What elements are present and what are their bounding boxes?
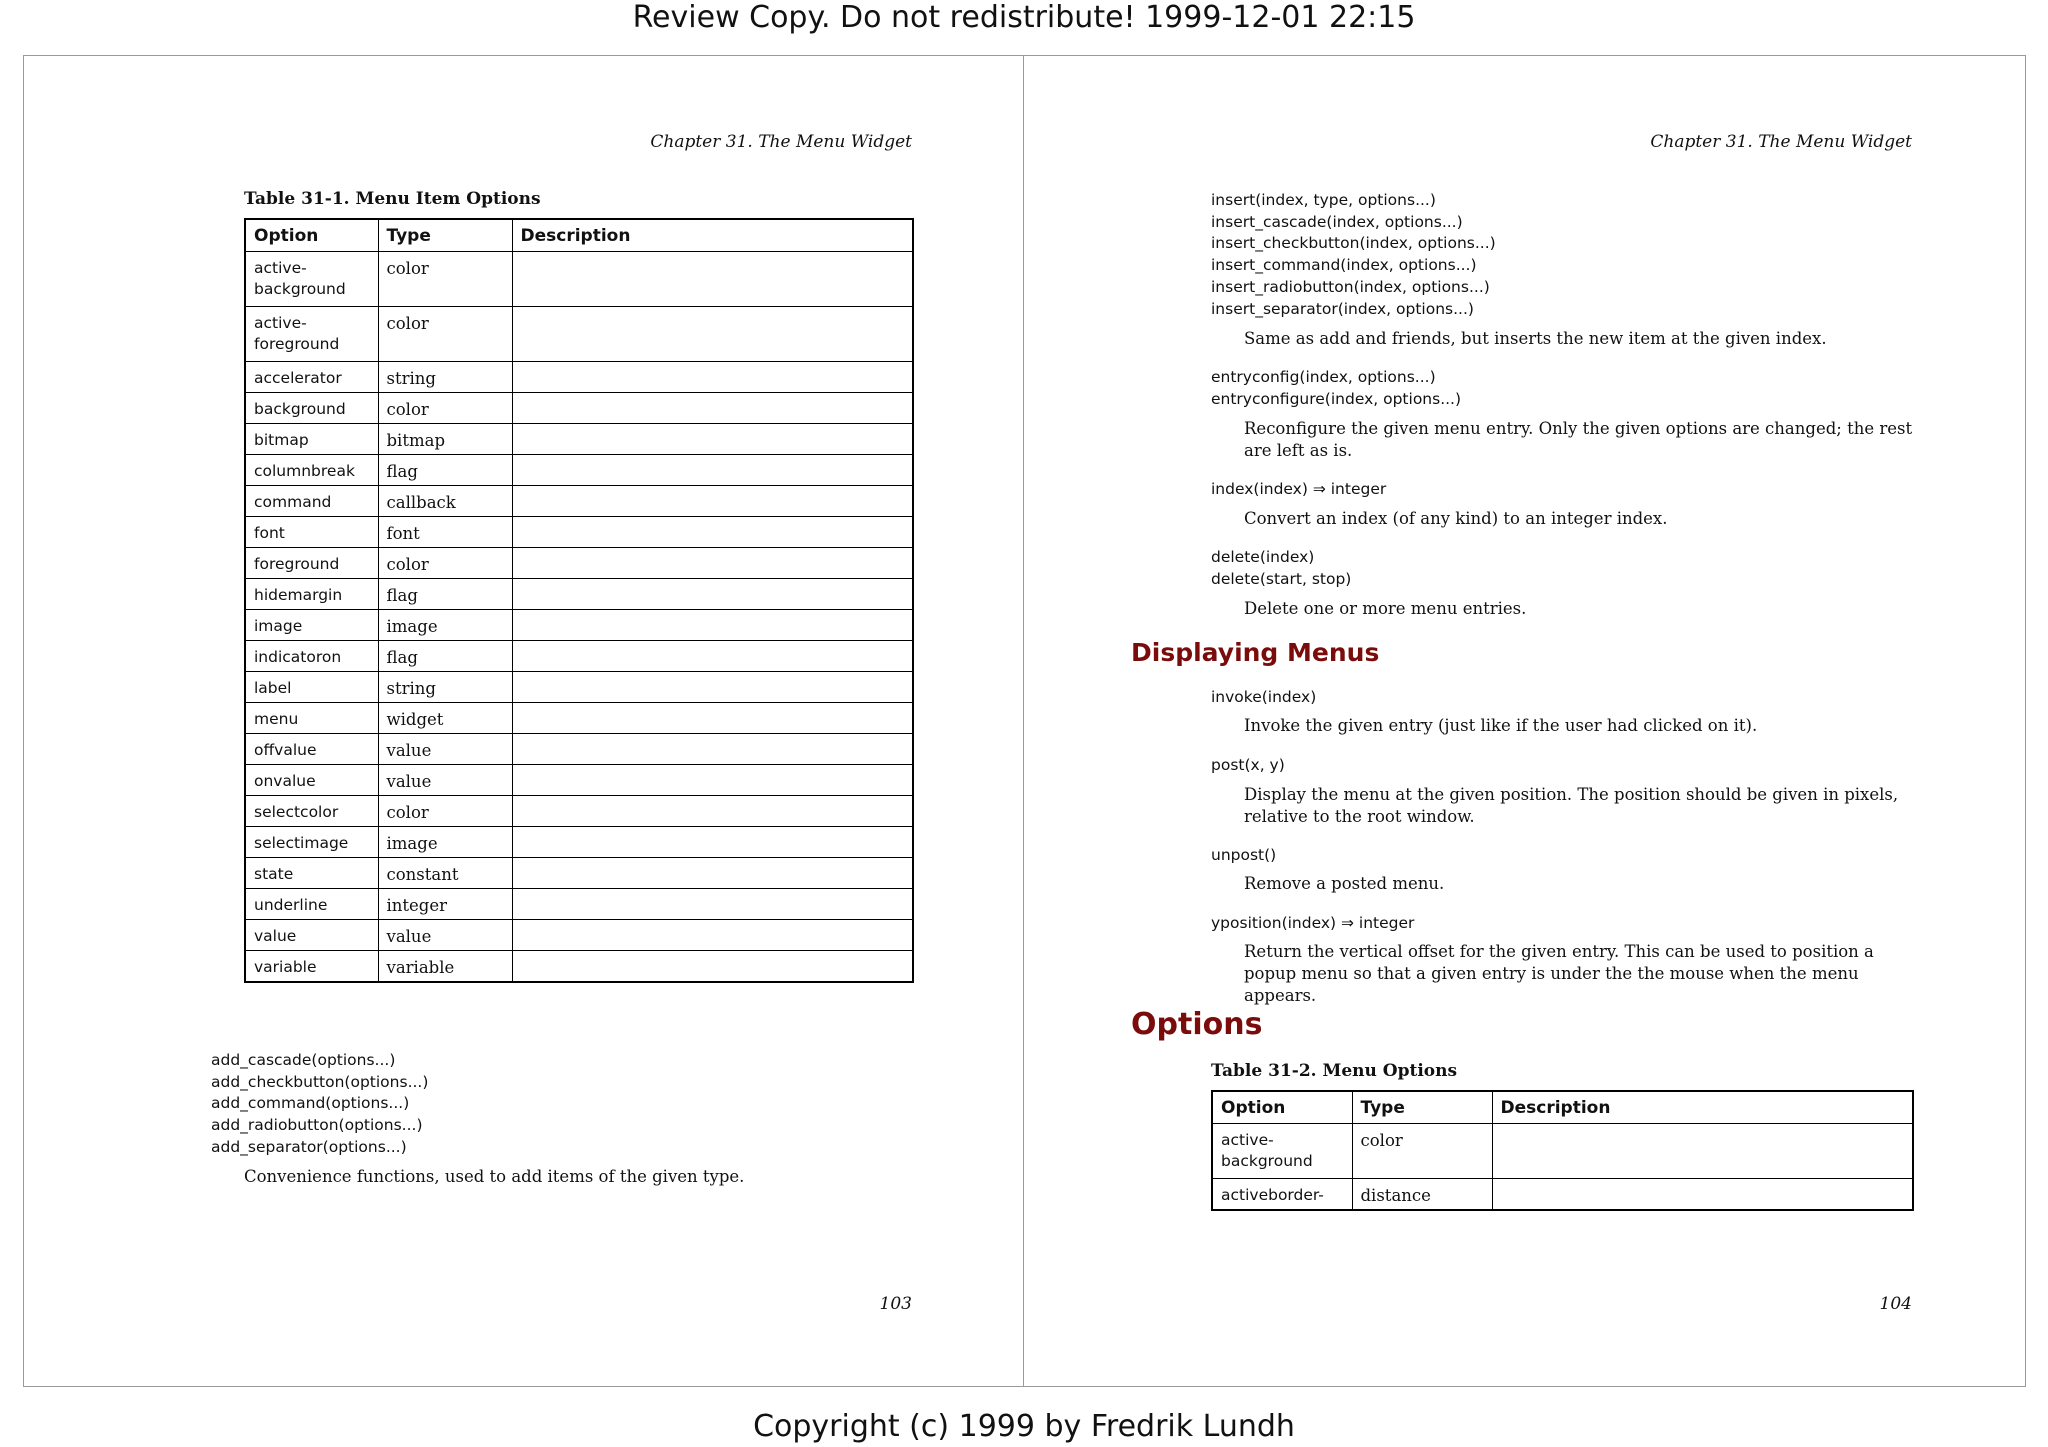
option-cell: underline <box>245 889 378 920</box>
description-cell <box>512 765 913 796</box>
type-cell: callback <box>378 486 512 517</box>
method-signature: insert_radiobutton(index, options...) <box>1211 277 1490 296</box>
type-cell: flag <box>378 579 512 610</box>
method-signature: entryconfigure(index, options...) <box>1211 389 1462 408</box>
page-divider <box>1023 55 1024 1387</box>
yposition-description: Return the vertical offset for the given entry. This can be used to position a popup menu so that a given entry is under the the mouse when the menu appears. <box>1244 942 1874 1005</box>
option-cell: variable <box>245 951 378 982</box>
description-cell <box>512 517 913 548</box>
table-row <box>245 486 913 517</box>
method-signature: add_checkbutton(options...) <box>211 1072 429 1091</box>
option-cell: bitmap <box>245 424 378 455</box>
method-signature: insert_checkbutton(index, options...) <box>1211 234 1496 253</box>
type-cell: string <box>378 362 512 393</box>
option-cell: offvalue <box>245 734 378 765</box>
option-cell: background <box>245 393 378 424</box>
type-cell: image <box>378 610 512 641</box>
table-row <box>245 393 913 424</box>
copyright-banner: Copyright (c) 1999 by Fredrik Lundh <box>753 1409 1295 1444</box>
delete-description: Delete one or more menu entries. <box>1244 599 1527 618</box>
review-copy-banner: Review Copy. Do not redistribute! 1999-12-01 22:15 <box>632 0 1416 35</box>
description-cell <box>512 796 913 827</box>
type-cell: image <box>378 827 512 858</box>
description-cell <box>1492 1179 1913 1210</box>
description-cell <box>512 424 913 455</box>
type-cell: color <box>1352 1124 1492 1179</box>
delete-signatures <box>1211 547 1351 590</box>
add-method-signatures <box>211 1050 428 1159</box>
description-cell <box>512 641 913 672</box>
description-cell <box>1492 1124 1913 1179</box>
description-cell <box>512 827 913 858</box>
table-row <box>1212 1124 1913 1179</box>
option-cell: font <box>245 517 378 548</box>
type-cell: string <box>378 672 512 703</box>
invoke-signature: invoke(index) <box>1211 688 1317 706</box>
method-signature: add_cascade(options...) <box>211 1051 396 1069</box>
table-row <box>245 424 913 455</box>
table-31-1-caption: Table 31-1. Menu Item Options <box>244 189 541 209</box>
option-cell: command <box>245 486 378 517</box>
type-cell: value <box>378 734 512 765</box>
type-cell: color <box>378 307 512 362</box>
table-row <box>245 362 913 393</box>
method-signature: add_separator(options...) <box>211 1137 407 1156</box>
option-cell: label <box>245 672 378 703</box>
table-row <box>245 765 913 796</box>
description-cell <box>512 951 913 982</box>
type-cell: flag <box>378 455 512 486</box>
description-cell <box>512 486 913 517</box>
method-signature: insert_separator(index, options...) <box>1211 299 1474 318</box>
option-cell: onvalue <box>245 765 378 796</box>
option-cell: foreground <box>245 548 378 579</box>
method-signature: add_command(options...) <box>211 1094 410 1113</box>
column-header-type: Type <box>378 219 512 252</box>
table-31-2-caption: Table 31-2. Menu Options <box>1211 1061 1458 1081</box>
right-page-number: 104 <box>1879 1294 1912 1314</box>
type-cell: color <box>378 796 512 827</box>
type-cell: value <box>378 765 512 796</box>
add-methods-description: Convenience functions, used to add items of the given type. <box>244 1167 745 1186</box>
table-row <box>245 951 913 982</box>
description-cell <box>512 393 913 424</box>
type-cell: bitmap <box>378 424 512 455</box>
type-cell: color <box>378 393 512 424</box>
description-cell <box>512 455 913 486</box>
table-header-row <box>1212 1091 1913 1124</box>
method-signature: delete(index) <box>1211 548 1315 566</box>
column-header-type: Type <box>1352 1091 1492 1124</box>
menu-item-options-table <box>244 218 914 983</box>
entryconfig-description: Reconfigure the given menu entry. Only the given options are changed; the rest are left as is. <box>1244 419 1913 460</box>
type-cell: color <box>378 548 512 579</box>
description-cell <box>512 703 913 734</box>
entryconfig-signatures <box>1211 367 1461 410</box>
method-signature: insert_cascade(index, options...) <box>1211 212 1463 231</box>
method-signature: insert_command(index, options...) <box>1211 256 1477 275</box>
method-signature: insert(index, type, options...) <box>1211 191 1436 209</box>
type-cell: color <box>378 252 512 307</box>
table-header-row <box>245 219 913 252</box>
option-cell: state <box>245 858 378 889</box>
type-cell: flag <box>378 641 512 672</box>
column-header-description: Description <box>512 219 913 252</box>
table-row <box>245 672 913 703</box>
table-row <box>245 610 913 641</box>
option-cell: activeborder- <box>1212 1179 1352 1210</box>
description-cell <box>512 920 913 951</box>
unpost-description: Remove a posted menu. <box>1244 874 1445 893</box>
post-signature: post(x, y) <box>1211 756 1285 774</box>
description-cell <box>512 579 913 610</box>
column-header-description: Description <box>1492 1091 1913 1124</box>
option-cell: selectimage <box>245 827 378 858</box>
option-cell: menu <box>245 703 378 734</box>
table-row <box>245 307 913 362</box>
table-row <box>245 920 913 951</box>
displaying-menus-heading: Displaying Menus <box>1131 638 1380 667</box>
description-cell <box>512 307 913 362</box>
description-cell <box>512 858 913 889</box>
table-row <box>1212 1179 1913 1210</box>
left-running-head: Chapter 31. The Menu Widget <box>650 132 912 152</box>
option-cell: value <box>245 920 378 951</box>
index-description: Convert an index (of any kind) to an integer index. <box>1244 509 1668 528</box>
post-description: Display the menu at the given position. The position should be given in pixels, relative to the root window. <box>1244 785 1899 826</box>
type-cell: value <box>378 920 512 951</box>
insert-method-signatures <box>1211 190 1496 320</box>
options-heading: Options <box>1131 1007 1263 1042</box>
description-cell <box>512 610 913 641</box>
type-cell: widget <box>378 703 512 734</box>
type-cell: constant <box>378 858 512 889</box>
option-cell: active- background <box>245 252 378 307</box>
yposition-signature: yposition(index) ⇒ integer <box>1211 914 1415 932</box>
type-cell: font <box>378 517 512 548</box>
option-cell: indicatoron <box>245 641 378 672</box>
unpost-signature: unpost() <box>1211 846 1277 864</box>
option-cell: active- foreground <box>245 307 378 362</box>
description-cell <box>512 734 913 765</box>
table-row <box>245 703 913 734</box>
index-signature: index(index) ⇒ integer <box>1211 480 1387 498</box>
option-cell: hidemargin <box>245 579 378 610</box>
description-cell <box>512 362 913 393</box>
description-cell <box>512 252 913 307</box>
table-row <box>245 517 913 548</box>
insert-methods-description: Same as add and friends, but inserts the new item at the given index. <box>1244 329 1827 348</box>
description-cell <box>512 548 913 579</box>
method-signature: entryconfig(index, options...) <box>1211 368 1436 386</box>
method-signature: delete(start, stop) <box>1211 569 1352 588</box>
invoke-description: Invoke the given entry (just like if the user had clicked on it). <box>1244 716 1758 735</box>
table-row <box>245 889 913 920</box>
description-cell <box>512 672 913 703</box>
table-row <box>245 796 913 827</box>
table-row <box>245 548 913 579</box>
option-cell: active- background <box>1212 1124 1352 1179</box>
option-cell: columnbreak <box>245 455 378 486</box>
option-cell: image <box>245 610 378 641</box>
table-row <box>245 827 913 858</box>
option-cell: selectcolor <box>245 796 378 827</box>
column-header-option: Option <box>245 219 378 252</box>
left-page-number: 103 <box>879 1294 912 1314</box>
type-cell: variable <box>378 951 512 982</box>
type-cell: integer <box>378 889 512 920</box>
table-row <box>245 579 913 610</box>
right-running-head: Chapter 31. The Menu Widget <box>1650 132 1912 152</box>
description-cell <box>512 889 913 920</box>
menu-options-table <box>1211 1090 1914 1211</box>
table-row <box>245 252 913 307</box>
table-row <box>245 455 913 486</box>
column-header-option: Option <box>1212 1091 1352 1124</box>
type-cell: distance <box>1352 1179 1492 1210</box>
table-row <box>245 734 913 765</box>
option-cell: accelerator <box>245 362 378 393</box>
table-row <box>245 641 913 672</box>
table-row <box>245 858 913 889</box>
method-signature: add_radiobutton(options...) <box>211 1116 423 1135</box>
